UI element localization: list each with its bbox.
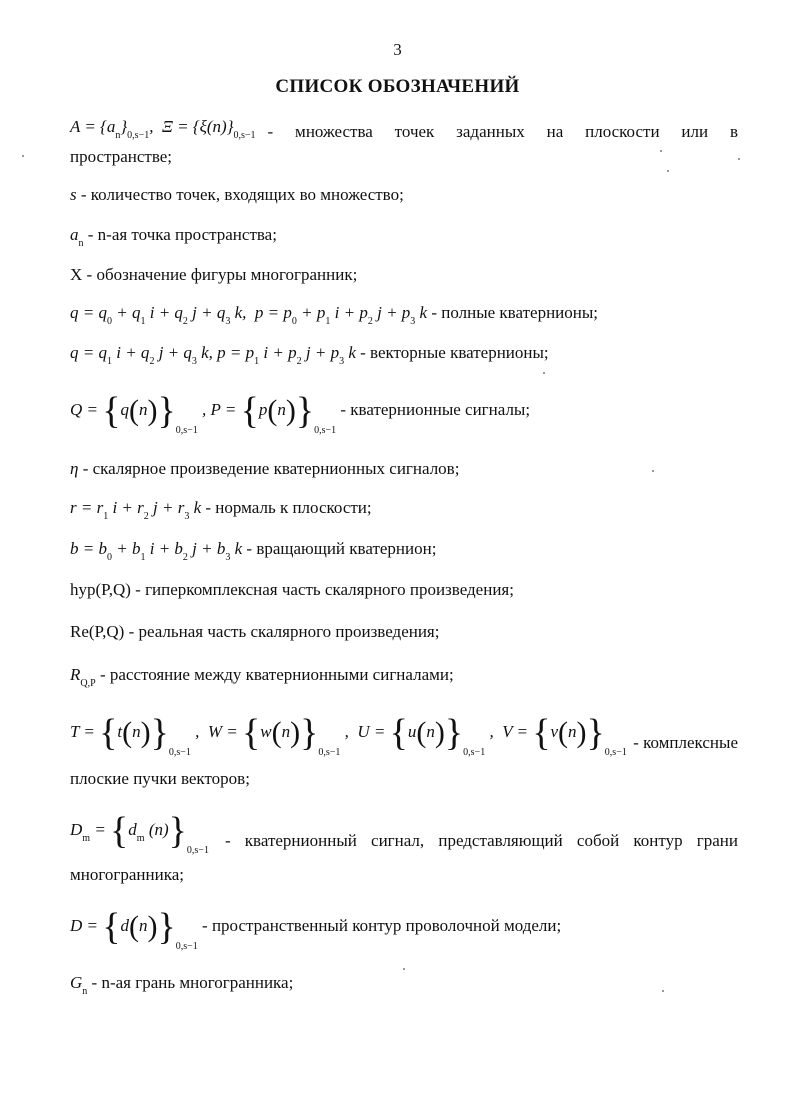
entry-an-desc: - n-ая точка пространства; [87,225,277,244]
entry-signals [70,390,738,451]
entry-sets [70,116,738,147]
entry-bundles-desc: - комплексные [633,732,738,752]
symbol-Gn: $G_n$ [70,973,88,997]
page-number: 3 [393,40,402,59]
entry-s [70,184,738,206]
entry-re [70,621,738,643]
symbol-dist: $R_{Q,P}$ [70,665,96,689]
scan-speck [543,372,545,374]
scan-speck [738,158,740,160]
formula-normal: $r = r_1$ $i + r_2$ $j + r_3$ k [70,498,202,522]
entry-dist [70,664,738,695]
symbol-an: $a_n$ [70,225,84,249]
entry-dist-desc: - расстояние между кватернионными сигналами; [99,665,454,684]
entry-D-desc: - пространственный контур проволочной модели; [202,916,562,935]
entry-normal [70,497,738,528]
entry-eta-desc: - скалярное произведение кватернионных сигналов; [82,459,460,478]
entry-Dm [70,810,738,871]
entry-rot [70,538,738,569]
formula-bundles: $T = \{t(n)\}_{0,s-1}$ , $W = \{w(n)\}_{0,s-1}$ , $U = \{u(n)\}_{0,s-1}$ , $V = \{v(n)\}_{0,s-1}$ [70,712,627,758]
scan-speck [667,170,669,172]
entry-rot-desc: - вращающий кватернион; [246,539,437,558]
entry-vec-q-desc: - векторные кватернионы; [360,343,549,362]
entry-X-desc: - обозначение фигуры многогранник; [86,265,358,284]
entry-D [70,906,738,967]
entry-Dm-cont: многогранника; [70,865,184,884]
entry-sets-desc: - множества точек заданных на плоскости или в [267,121,738,141]
entry-Gn [70,972,738,1003]
entry-vec-q [70,342,738,373]
scan-speck [652,470,654,472]
symbol-hyp: hyp(P,Q) [70,580,131,599]
formula-signals: $Q = \{q(n)\}_{0,s-1}$ , $P = \{p(n)\}_{0,s-1}$ [70,390,337,436]
formula-vec-q: $q = q_1$ $i + q_2$ $j + q_3$ k, $p = p_1$ $i + p_2$ $j + p_3$ k [70,343,356,367]
entry-Gn-desc: - n-ая грань многогранника; [91,973,294,992]
entry-s-desc: - количество точек, входящих во множество; [80,185,404,204]
page-title: СПИСОК ОБОЗНАЧЕНИЙ [275,76,520,97]
entry-hyp [70,579,738,601]
entry-full-q [70,302,738,333]
entry-sets-cont: пространстве; [70,147,173,166]
formula-Dm: $D_m = \{d_m$ $(n)\}_{0,s-1}$ [70,810,209,856]
entry-signals-desc: - кватернионные сигналы; [340,400,531,419]
entry-full-q-desc: - полные кватернионы; [431,303,599,322]
entry-re-desc: - реальная часть скалярного произведения; [128,622,440,641]
entry-normal-desc: - нормаль к плоскости; [205,498,372,517]
scan-speck [660,150,662,152]
symbol-X: X [70,265,83,284]
entry-bundles-cont: плоские пучки векторов; [70,769,250,788]
symbol-re: Re(P,Q) [70,622,125,641]
formula-sets: $A = \{a_n\}_{0,s-1}$, $\Xi = \{\xi(n)\}_{0,s-1}$ [70,117,256,141]
formula-D: $D = \{d(n)\}_{0,s-1}$ [70,906,198,952]
scan-speck [22,155,24,157]
scan-speck [662,990,664,992]
entry-bundles [70,712,738,773]
entry-hyp-desc: - гиперкомплексная часть скалярного произведения; [135,580,514,599]
entry-eta [70,458,738,480]
entry-an [70,224,738,255]
formula-rot: $b = b_0 + b_1$ $i + b_2$ $j + b_3$ k [70,539,243,563]
symbol-s: s [70,185,77,204]
formula-full-q: $q = q_0 + q_1$ $i + q_2$ $j + q_3$ k, $p = p_0 + p_1$ $i + p_2$ $j + p_3$ k [70,303,428,327]
scan-speck [403,968,405,970]
symbol-eta: η [70,459,79,478]
entry-X [70,264,738,286]
entry-Dm-desc: - кватернионный сигнал, представляющий собой контур грани [224,830,738,850]
